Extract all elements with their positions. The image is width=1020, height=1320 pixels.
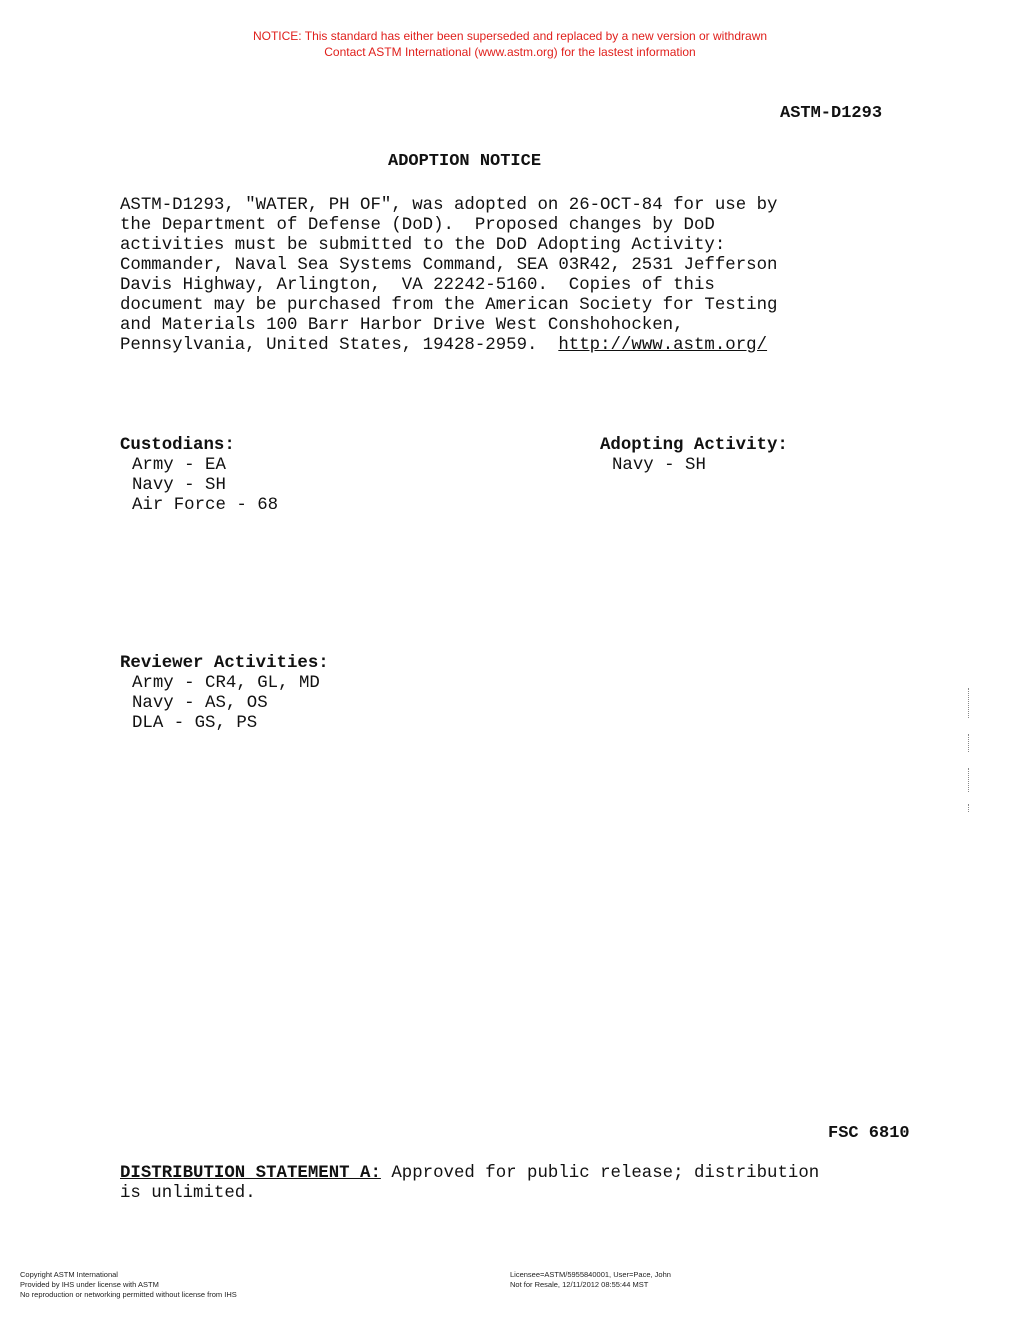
footer-copyright bbox=[20, 1270, 237, 1300]
reviewer-activity-item: Army - CR4, GL, MD bbox=[132, 674, 320, 693]
body-line: Davis Highway, Arlington, VA 22242-5160. Copies of this bbox=[120, 276, 715, 295]
distribution-statement bbox=[120, 1164, 940, 1204]
custodian-item: Army - EA bbox=[132, 456, 226, 475]
margin-mark bbox=[968, 804, 971, 812]
footer-line: Licensee=ASTM/5955840001, User=Pace, John bbox=[510, 1270, 671, 1279]
fsc-code: FSC 6810 bbox=[828, 1124, 910, 1143]
footer-line: No reproduction or networking permitted without license from IHS bbox=[20, 1290, 237, 1299]
reviewer-activities-section bbox=[120, 654, 329, 734]
reviewer-activity-item: Navy - AS, OS bbox=[132, 694, 268, 713]
distribution-line-2: is unlimited. bbox=[120, 1184, 256, 1203]
astm-website-link[interactable]: http://www.astm.org/ bbox=[558, 336, 768, 355]
adoption-body bbox=[120, 196, 900, 356]
body-line: document may be purchased from the American Society for Testing bbox=[120, 296, 778, 315]
reviewer-activity-item: DLA - GS, PS bbox=[132, 714, 258, 733]
body-line: Commander, Naval Sea Systems Command, SEA 03R42, 2531 Jefferson bbox=[120, 256, 778, 275]
custodian-item: Air Force - 68 bbox=[132, 496, 279, 515]
footer-line: Not for Resale, 12/11/2012 08:55:44 MST bbox=[510, 1280, 649, 1289]
body-address-end: Pennsylvania, United States, 19428-2959. bbox=[120, 336, 559, 355]
margin-mark bbox=[968, 734, 971, 752]
page-title: ADOPTION NOTICE bbox=[388, 152, 542, 171]
distribution-text: Approved for public release; distribution bbox=[380, 1164, 820, 1183]
notice-line-2: Contact ASTM International (www.astm.org) for the lastest information bbox=[324, 45, 696, 59]
margin-scan-marks bbox=[968, 688, 972, 814]
margin-mark bbox=[968, 688, 971, 718]
body-last-line bbox=[120, 336, 900, 356]
body-line: activities must be submitted to the DoD Adopting Activity: bbox=[120, 236, 726, 255]
margin-mark bbox=[968, 768, 971, 792]
body-line: the Department of Defense (DoD). Proposed changes by DoD bbox=[120, 216, 715, 235]
distribution-line-1 bbox=[120, 1164, 940, 1184]
custodians-heading: Custodians: bbox=[120, 436, 235, 455]
distribution-label: DISTRIBUTION STATEMENT A: bbox=[120, 1164, 381, 1183]
custodian-item: Navy - SH bbox=[132, 476, 226, 495]
adopting-activity-item: Navy - SH bbox=[612, 456, 706, 475]
body-line: ASTM-D1293, "WATER, PH OF", was adopted on 26-OCT-84 for use by bbox=[120, 196, 778, 215]
supersession-notice bbox=[0, 28, 1020, 60]
adopting-activity-heading: Adopting Activity: bbox=[600, 436, 788, 455]
footer-line: Provided by IHS under license with ASTM bbox=[20, 1280, 159, 1289]
footer-license bbox=[510, 1270, 671, 1290]
footer-line: Copyright ASTM International bbox=[20, 1270, 118, 1279]
adopting-activity-section bbox=[600, 436, 788, 476]
custodians-section bbox=[120, 436, 278, 516]
body-line: and Materials 100 Barr Harbor Drive West Conshohocken, bbox=[120, 316, 684, 335]
reviewer-activities-heading: Reviewer Activities: bbox=[120, 654, 329, 673]
document-id: ASTM-D1293 bbox=[780, 104, 883, 123]
notice-line-1: NOTICE: This standard has either been superseded and replaced by a new version or withdrawn bbox=[252, 29, 768, 43]
